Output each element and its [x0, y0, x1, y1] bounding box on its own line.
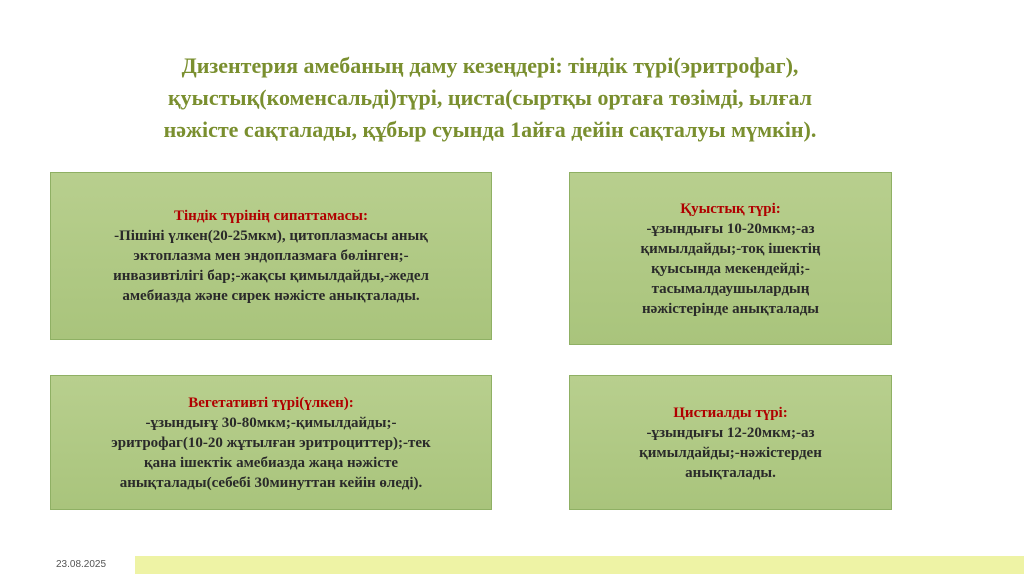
cavity-form-line: қимылдайды;-тоқ ішектің — [640, 240, 821, 257]
vegetative-form-card — [50, 375, 492, 510]
slide-title-line-2: қуыстық(коменсальді)түрі, циста(сыртқы ортаға төзімді, ылғал — [167, 85, 813, 110]
tissue-form-line: эктоплазма мен эндоплазмаға бөлінген;- — [133, 248, 409, 264]
tissue-form-line: инвазивтілігі бар;-жақсы қимылдайды,-жедел — [113, 268, 429, 284]
tissue-form-line: амебиазда және сирек нәжісте анықталады. — [122, 288, 420, 304]
cavity-form-line: қуысында мекендейді;- — [651, 260, 810, 277]
slide-title-line-3: нәжісте сақталады, құбыр суында 1айға дейін сақталуы мүмкін). — [163, 117, 817, 142]
vegetative-form-line: эритрофаг(10-20 жұтылған эритроциттер);-тек — [111, 434, 431, 451]
cavity-form-heading: Қуыстық түрі: — [680, 200, 781, 217]
cyst-form-heading: Цистиалды түрі: — [673, 404, 788, 421]
slide-title-line-1: Дизентерия амебаның даму кезеңдері: тіндік түрі(эритрофаг), — [181, 53, 799, 78]
cavity-form-line: -ұзындығы 10-20мкм;-аз — [646, 220, 815, 237]
vegetative-form-line: -ұзындығұ 30-80мкм;-қимылдайды;- — [145, 414, 397, 431]
cavity-form-card — [569, 172, 892, 345]
tissue-form-heading: Тіндік түрінің сипаттамасы: — [174, 208, 368, 224]
tissue-form-line: -Пішіні үлкен(20-25мкм), цитоплазмасы анық — [114, 228, 428, 244]
slide-title — [40, 50, 940, 146]
cavity-form-text — [640, 199, 820, 319]
cyst-form-line: -ұзындығы 12-20мкм;-аз — [646, 424, 815, 441]
cyst-form-text — [639, 403, 822, 483]
tissue-form-card — [50, 172, 492, 340]
cavity-form-line: тасымалдаушылардың — [651, 280, 810, 297]
cyst-form-line: анықталады. — [685, 464, 776, 481]
cyst-form-line: қимылдайды;-нәжістерден — [639, 444, 822, 461]
vegetative-form-heading: Вегетативті түрі(үлкен): — [188, 394, 354, 411]
vegetative-form-text — [111, 393, 430, 493]
cavity-form-line: нәжістерінде анықталады — [641, 300, 820, 317]
tissue-form-text — [113, 206, 429, 306]
vegetative-form-line: қана ішектік амебиазда жаңа нәжісте — [143, 454, 398, 471]
cyst-form-card — [569, 375, 892, 510]
vegetative-form-line: анықталады(себебі 30минуттан кейін өледі). — [119, 474, 423, 491]
footer-bar — [135, 556, 1024, 574]
footer-date: 23.08.2025 — [56, 559, 107, 570]
